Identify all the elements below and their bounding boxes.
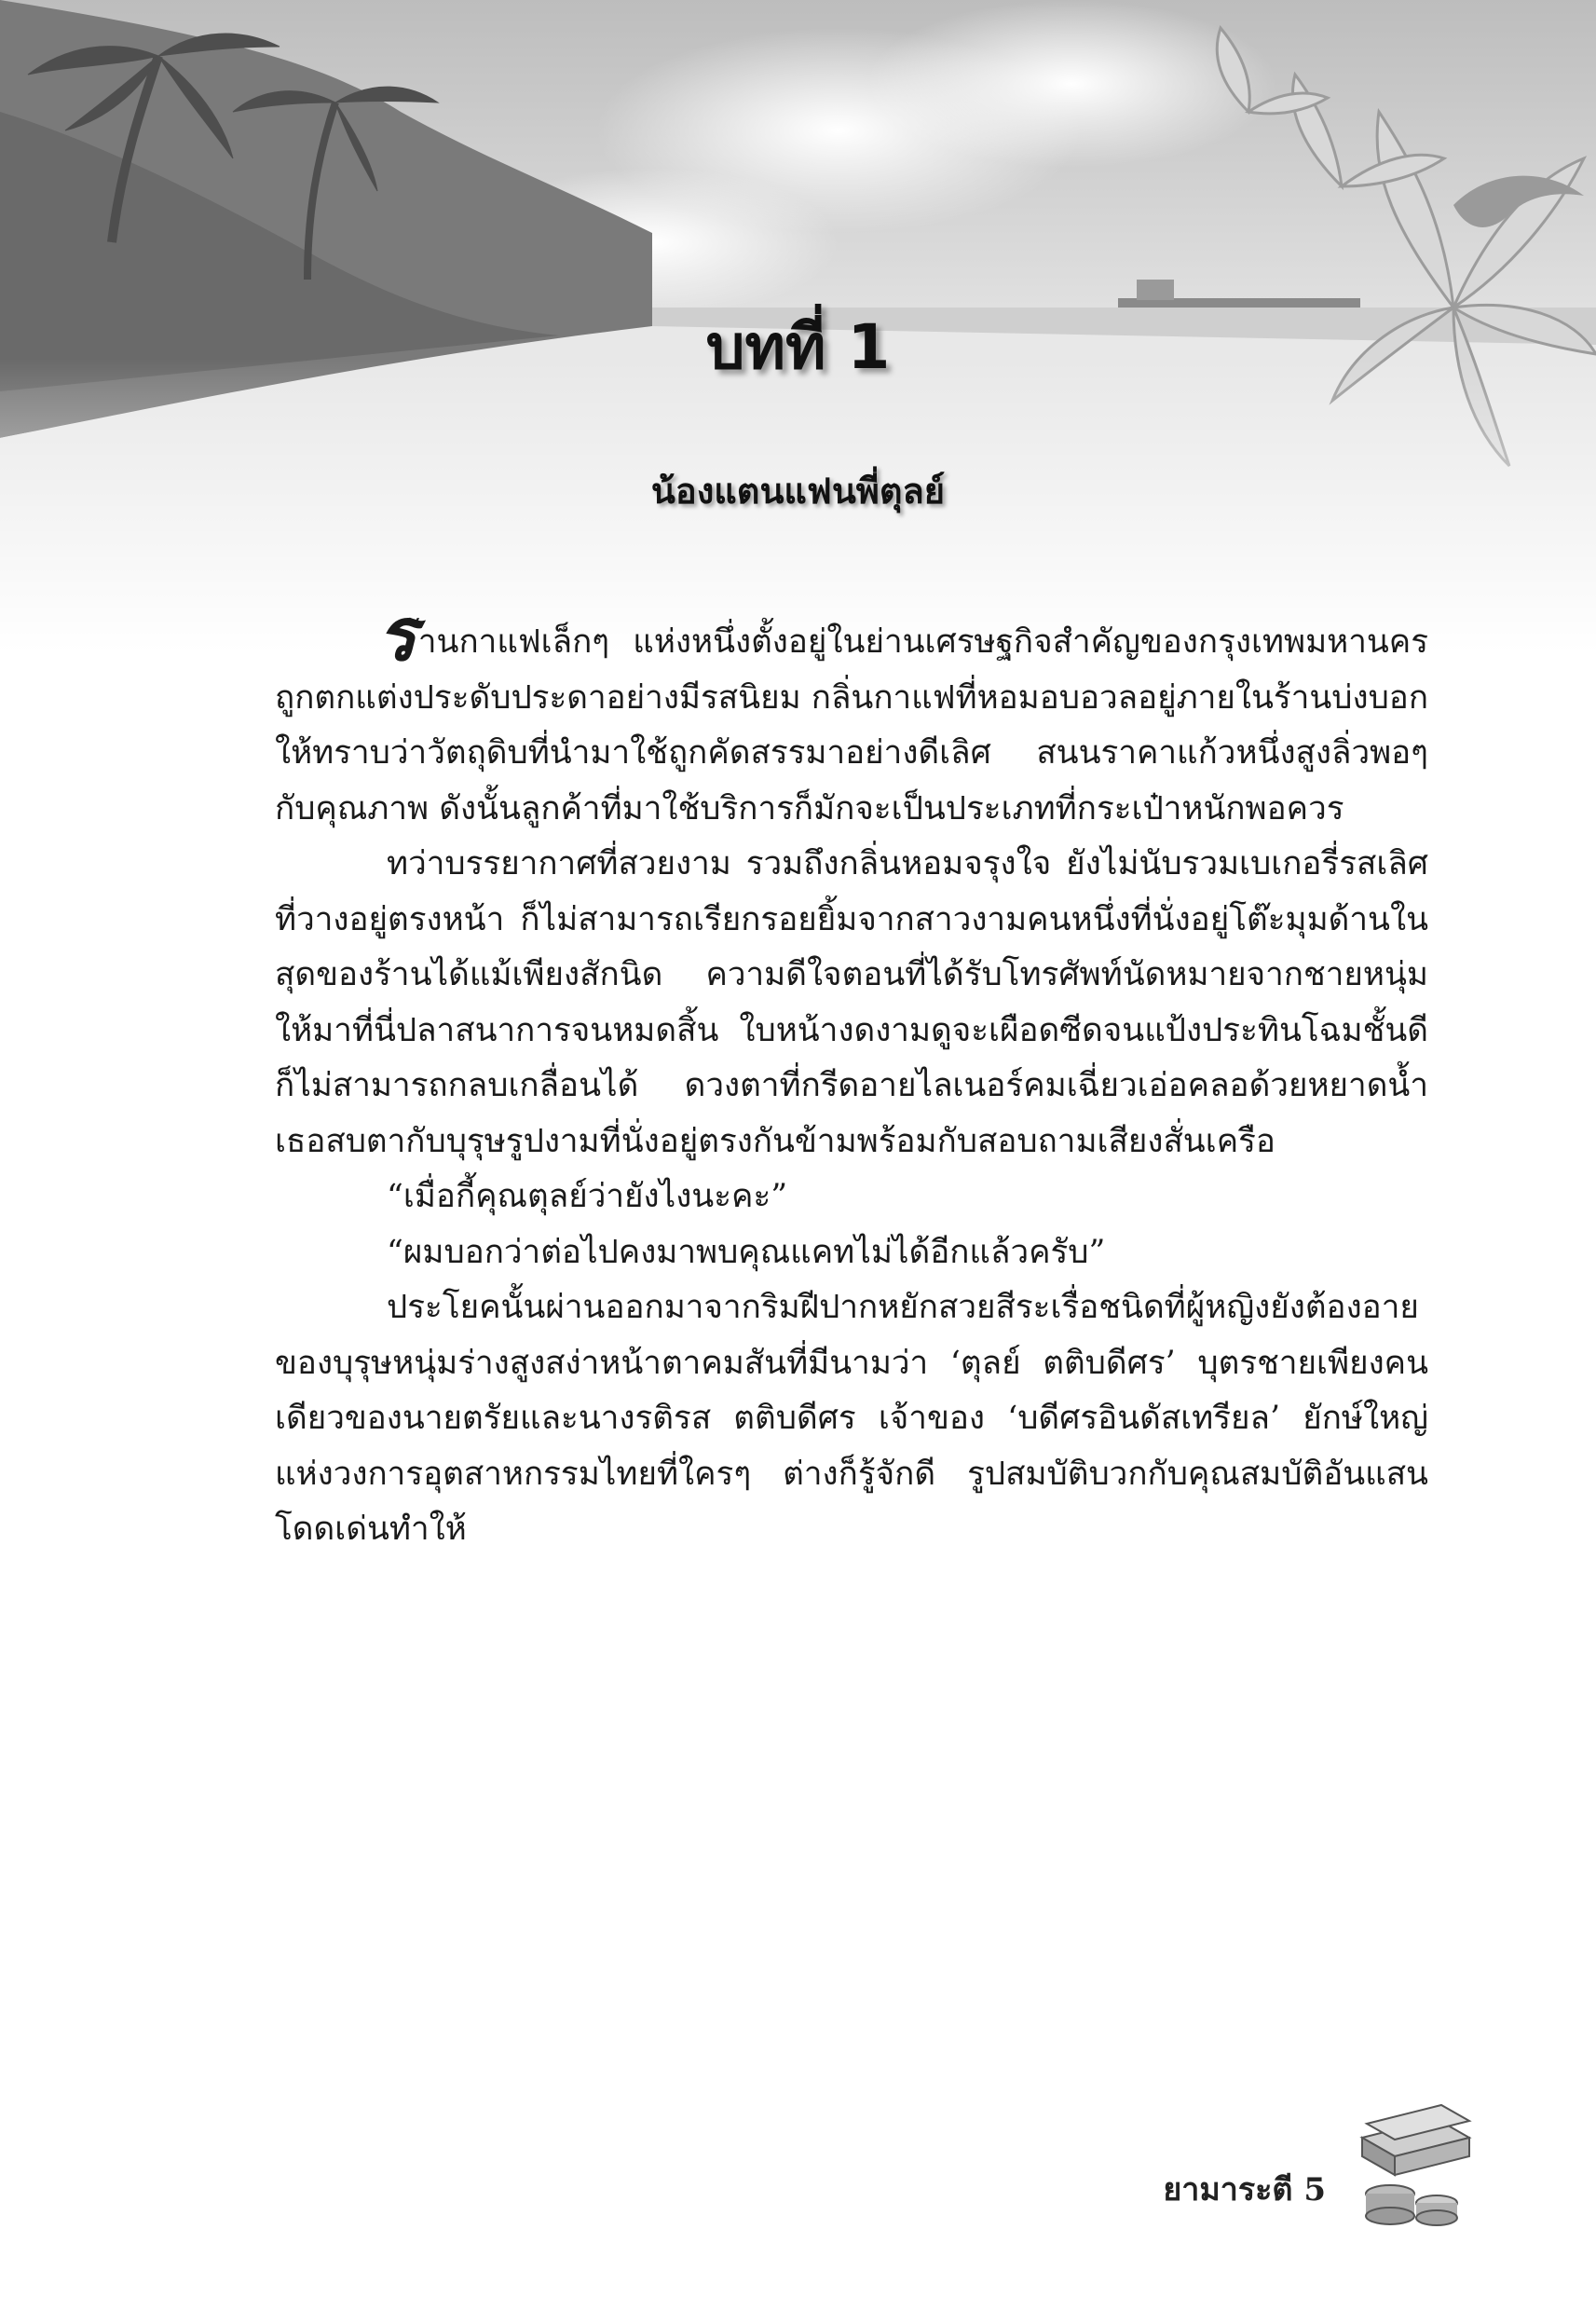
- page-footer: [1163, 2164, 1326, 2214]
- drop-cap: ร: [377, 593, 416, 677]
- chapter-body: [275, 593, 1429, 1558]
- paragraph-1: [275, 593, 1429, 837]
- page-number: 5: [1303, 2171, 1326, 2208]
- book-title: ยามาระตี: [1163, 2171, 1293, 2208]
- paragraph-2: ทว่าบรรยากาศที่สวยงาม รวมถึงกลิ่นหอมจรุงใจ ยังไม่นับรวมเบเกอรี่รสเลิศที่วางอยู่ตรงหน้า ก็ไม่สามารถเรียกรอยยิ้มจากสาวงามคนหนึ่งที่นั่งอยู่โต๊ะมุมด้านในสุดของร้านได้แม้เพียงสักนิด ความดีใจตอนที่ได้รับโทรศัพท์นัดหมายจากชายหนุ่มให้มาที่นี่ปลาสนาการจนหมดสิ้น ใบหน้างดงามดูจะเผือดซีดจนแป้งประทินโฉมชั้นดีก็ไม่สามารถกลบเกลื่อนได้ ดวงตาที่กรีดอายไลเนอร์คมเฉี่ยวเอ่อคลอด้วยหยาดน้ำเธอสบตากับบุรุษรูปงามที่นั่งอยู่ตรงกันข้ามพร้อมกับสอบถามเสียงสั่นเครือ: [275, 845, 1428, 1160]
- chapter-subtitle: น้องแตนแฟนพี่ตุลย์: [650, 471, 946, 512]
- money-stack-icon: [1353, 2100, 1474, 2231]
- dialogue-1: “เมื่อกี้คุณตุลย์ว่ายังไงนะคะ”: [387, 1178, 788, 1215]
- dialogue-2: “ผมบอกว่าต่อไปคงมาพบคุณแคทไม่ได้อีกแล้วครับ”: [387, 1233, 1106, 1271]
- chapter-title: บทที่ 1: [705, 311, 891, 383]
- paragraph-3: ประโยคนั้นผ่านออกมาจากริมฝีปากหยักสวยสีระเรื่อชนิดที่ผู้หญิงยังต้องอายของบุรุษหนุ่มร่างสูงสง่าหน้าตาคมสันที่มีนามว่า ‘ตุลย์ ตติบดีศร’ บุตรชายเพียงคนเดียวของนายตรัยและนางรติรส ตติบดีศร เจ้าของ ‘บดีศรอินดัสเทรียล’ ยักษ์ใหญ่แห่งวงการอุตสาหกรรมไทยที่ใครๆ ต่างก็รู้จักดี รูปสมบัติบวกกับคุณสมบัติอันแสนโดดเด่นทำให้: [275, 1289, 1428, 1548]
- paragraph-1-text: ้านกาแฟเล็กๆ แห่งหนึ่งตั้งอยู่ในย่านเศรษฐกิจสำคัญของกรุงเทพมหานครถูกตกแต่งประดับประดาอย่างมีรสนิยม กลิ่นกาแฟที่หอมอบอวลอยู่ภายในร้านบ่งบอกให้ทราบว่าวัตถุดิบที่นำมาใช้ถูกคัดสรรมาอย่างดีเลิศ สนนราคาแก้วหนึ่งสูงลิ่วพอๆ กับคุณภาพ ดังนั้นลูกค้าที่มาใช้บริการก็มักจะเป็นประเภทที่กระเป๋าหนักพอควร: [275, 623, 1429, 827]
